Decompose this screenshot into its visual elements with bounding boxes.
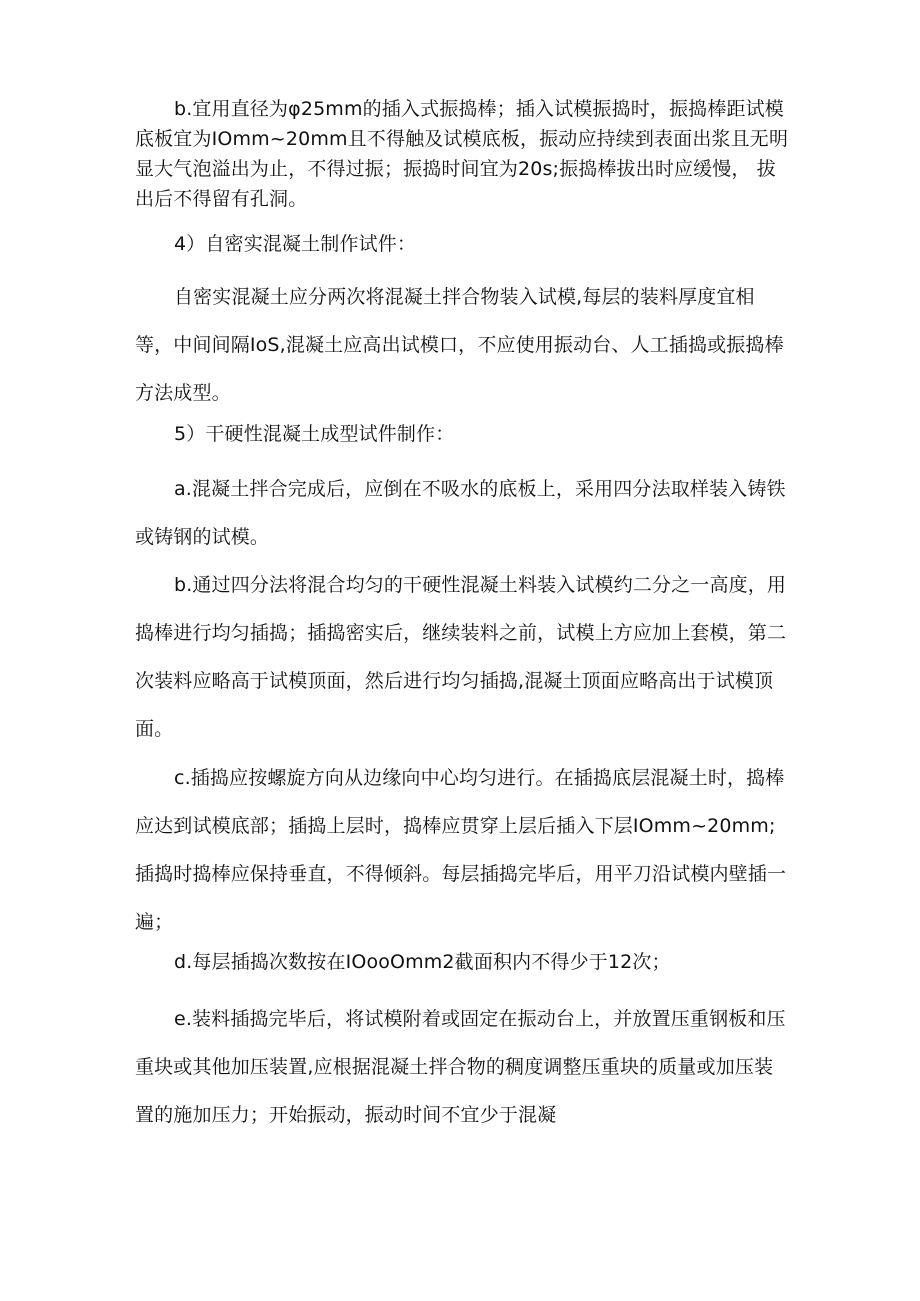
paragraph-item-e: e.装料插捣完毕后，将试模附着或固定在振动台上，并放置压重钢板和压重块或其他加压装置,应根据混凝土拌合物的稠度调整压重块的质量或加压装置的施加压力；开始振动，振动时间不宜少于混凝	[135, 1008, 786, 1126]
heading-dry-hard-concrete: 5）干硬性混凝土成型试件制作：	[174, 423, 455, 445]
paragraph-item-d: d.每层插捣次数按在IOooOmm2截面积内不得少于12次；	[174, 951, 671, 973]
paragraph-vibrator-method: b.宜用直径为φ25mm的插入式振捣棒；插入试模振捣时，振捣棒距试模底板宜为IOmm~20mm且不得触及试模底板，振动应持续到表面出浆且无明显大气泡溢出为止，不得过振；振捣时间宜为20s;振捣棒拔出时应缓慢， 拔出后不得留有孔洞。	[135, 98, 789, 210]
paragraph-item-c: c.插捣应按螺旋方向从边缘向中心均匀进行。在插捣底层混凝土时，捣棒应达到试模底部；插捣上层时，捣棒应贯穿上层后插入下层IOmm~20mm;插捣时捣棒应保持垂直，不得倾斜。每层插捣完毕后，用平刀沿试模内壁插一遍；	[135, 767, 787, 933]
heading-self-compacting-concrete: 4）自密实混凝土制作试件：	[174, 233, 417, 255]
paragraph-item-b: b.通过四分法将混合均匀的干硬性混凝土料装入试模约二分之一高度，用捣棒进行均匀插捣；插捣密实后，继续装料之前，试模上方应加上套模，第二次装料应略高于试模顶面，然后进行均匀插捣,混凝土顶面应略高出于试模顶面。	[135, 574, 787, 740]
paragraph-item-a: a.混凝土拌合完成后，应倒在不吸水的底板上，采用四分法取样装入铸铁或铸钢的试模。	[135, 478, 786, 548]
paragraph-self-compacting-concrete: 自密实混凝土应分两次将混凝土拌合物装入试模,每层的装料厚度宜相等，中间间隔IoS,混凝土应高出试模口，不应使用振动台、人工插捣或振捣棒方法成型。	[135, 286, 784, 404]
